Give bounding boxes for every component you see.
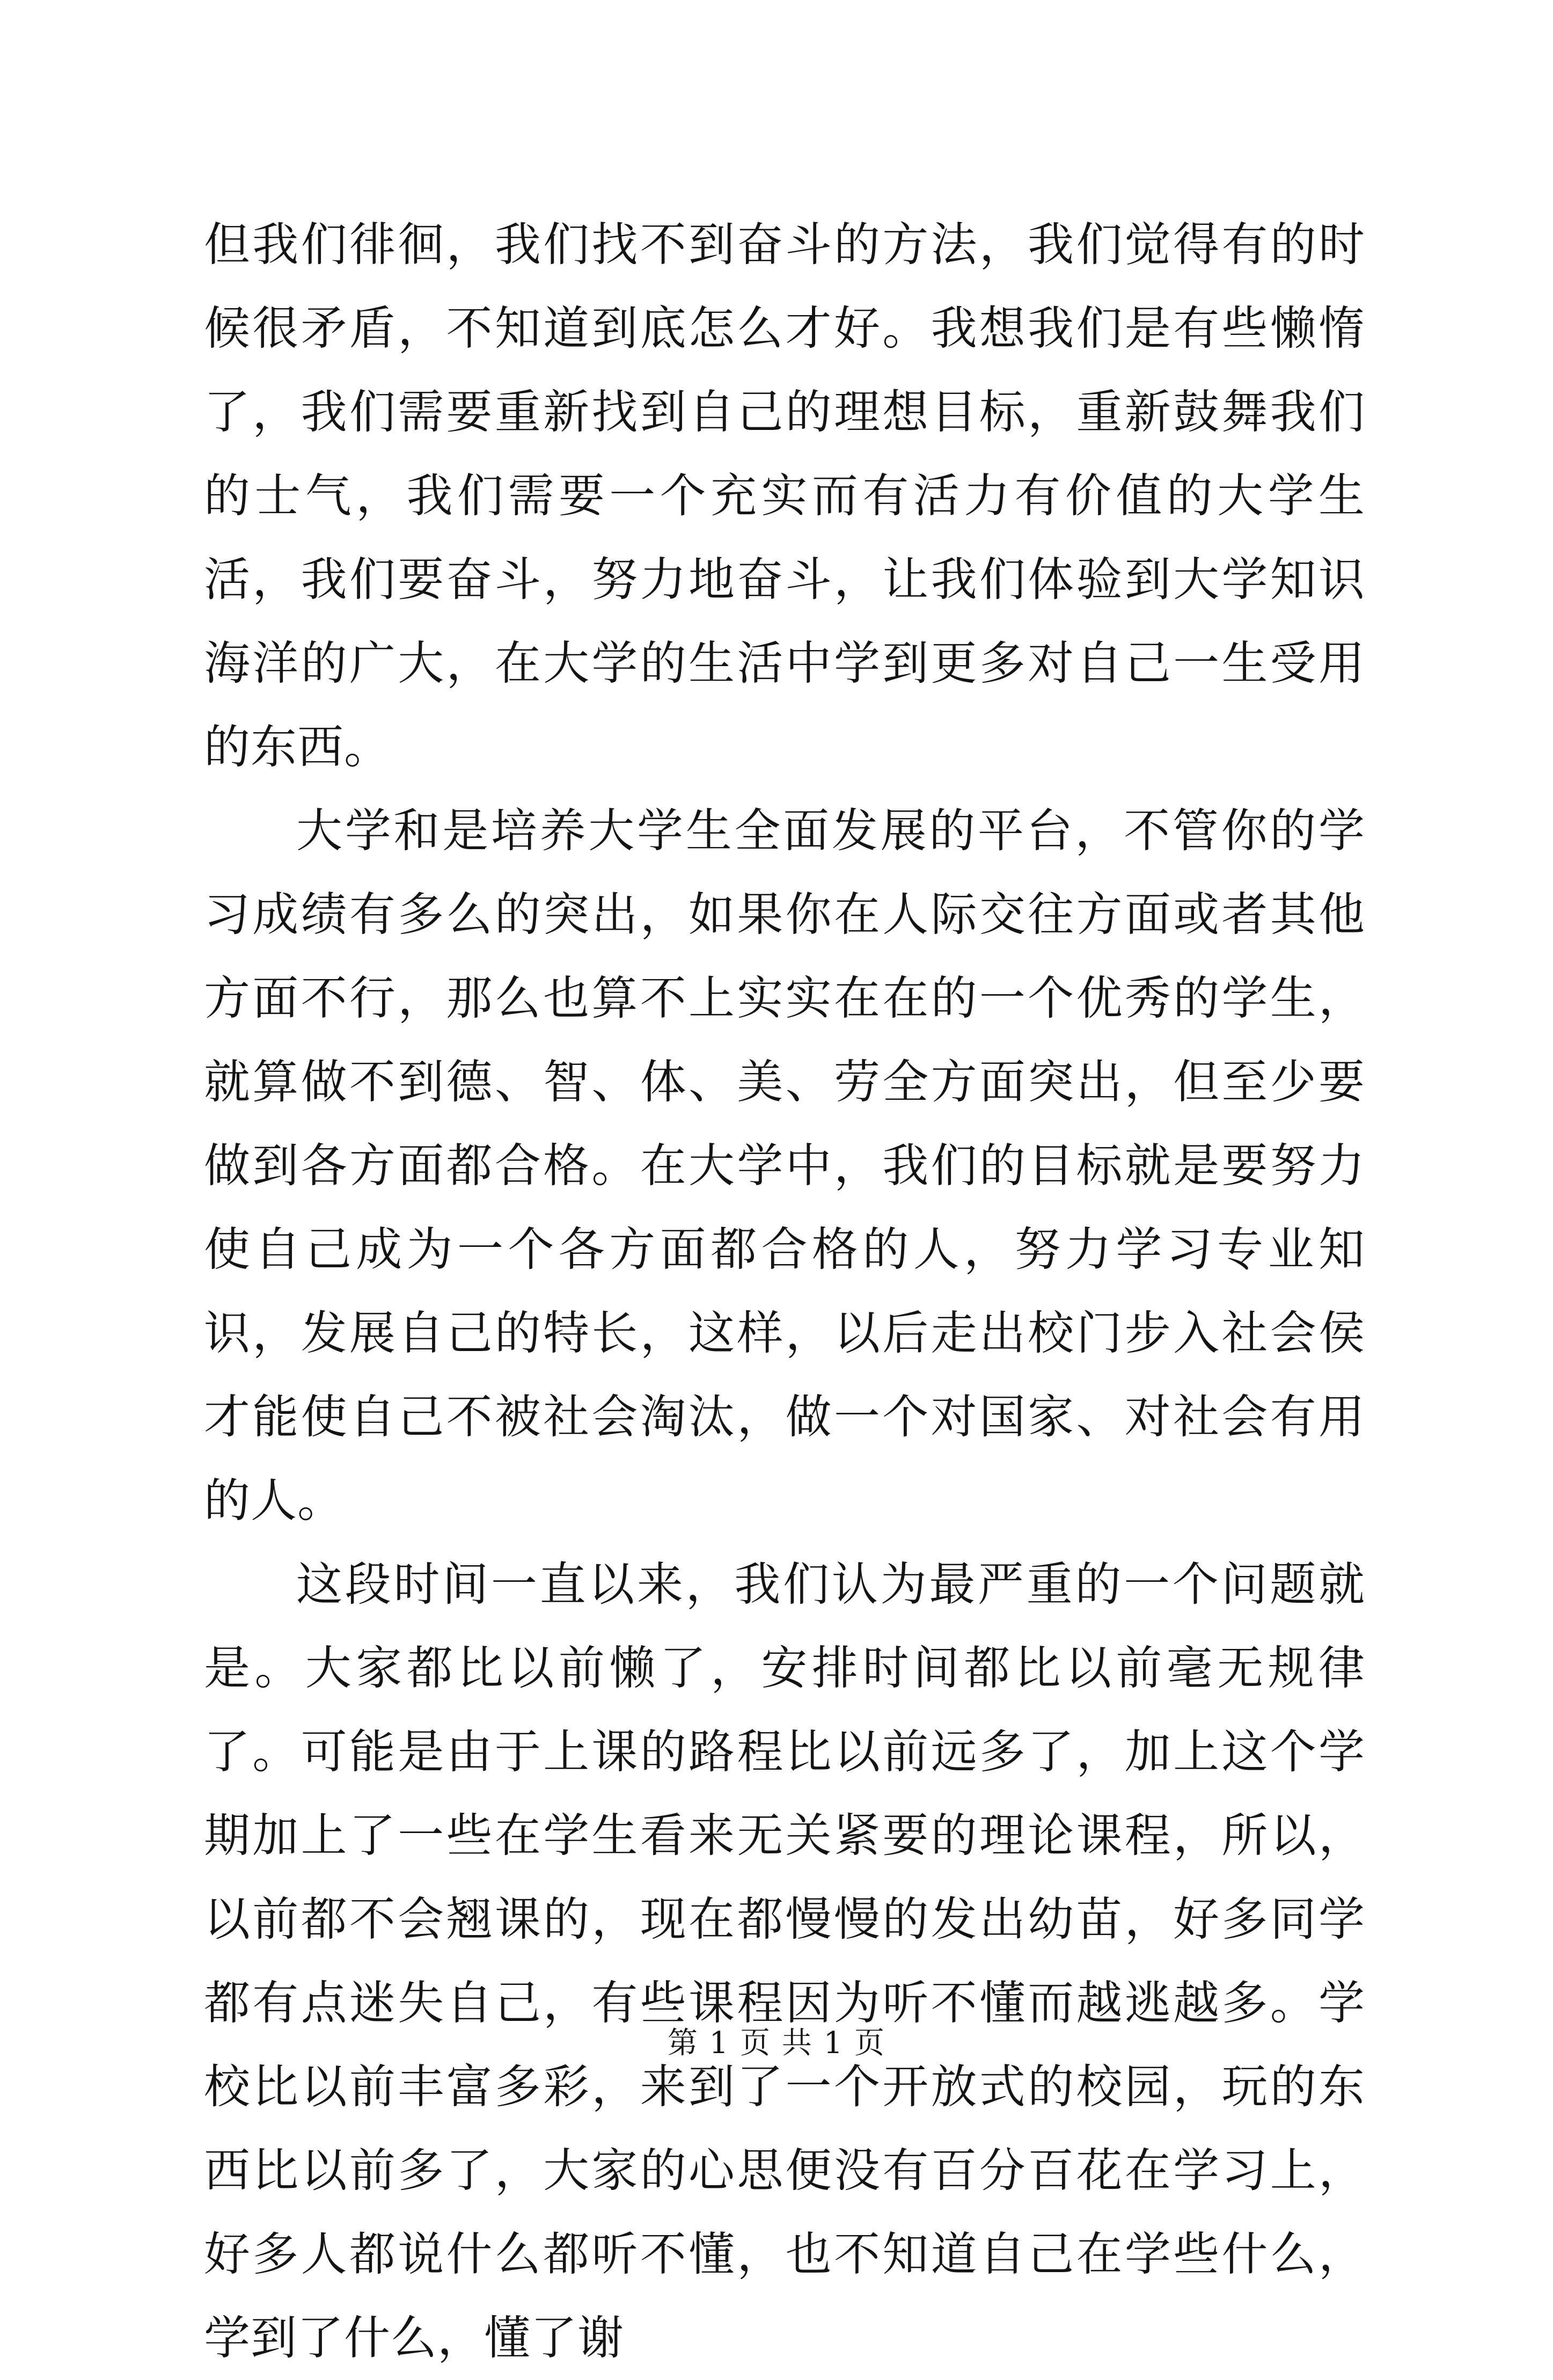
page-footer: 第 1 页 共 1 页: [667, 2026, 886, 2061]
paragraph-2: 大学和是培养大学生全面发展的平台，不管你的学习成绩有多么的突出，如果你在人际交往方面或者其他方面不行，那么也算不上实实在在的一个优秀的学生，就算做不到德、智、体、美、劳全方面突出，但至少要做到各方面都合格。在大学中，我们的目标就是要努力使自己成为一个各方面都合格的人，努力学习专业知识，发展自己的特长，这样，以后走出校门步入社会侯才能使自己不被社会淘汰，做一个对国家、对社会有用的人。: [204, 804, 1365, 1528]
paragraph-1: 但我们徘徊，我们找不到奋斗的方法，我们觉得有的时候很矛盾，不知道到底怎么才好。我想我们是有些懒惰了，我们需要重新找到自己的理想目标，重新鼓舞我们的士气，我们需要一个充实而有活力有价值的大学生活，我们要奋斗，努力地奋斗，让我们体验到大学知识海洋的广大，在大学的生活中学到更多对自己一生受用的东西。: [204, 218, 1365, 774]
paragraph-3: 这段时间一直以来，我们认为最严重的一个问题就是。大家都比以前懒了，安排时间都比以前毫无规律了。可能是由于上课的路程比以前远多了，加上这个学期加上了一些在学生看来无关紧要的理论课程，所以，以前都不会翘课的，现在都慢慢的发出幼苗，好多同学都有点迷失自己，有些课程因为听不懂而越逃越多。学校比以前丰富多彩，来到了一个开放式的校园，玩的东西比以前多了，大家的心思便没有百分百花在学习上，好多人都说什么都听不懂，也不知道自己在学些什么，学到了什么，懂了谢: [204, 1558, 1365, 2365]
